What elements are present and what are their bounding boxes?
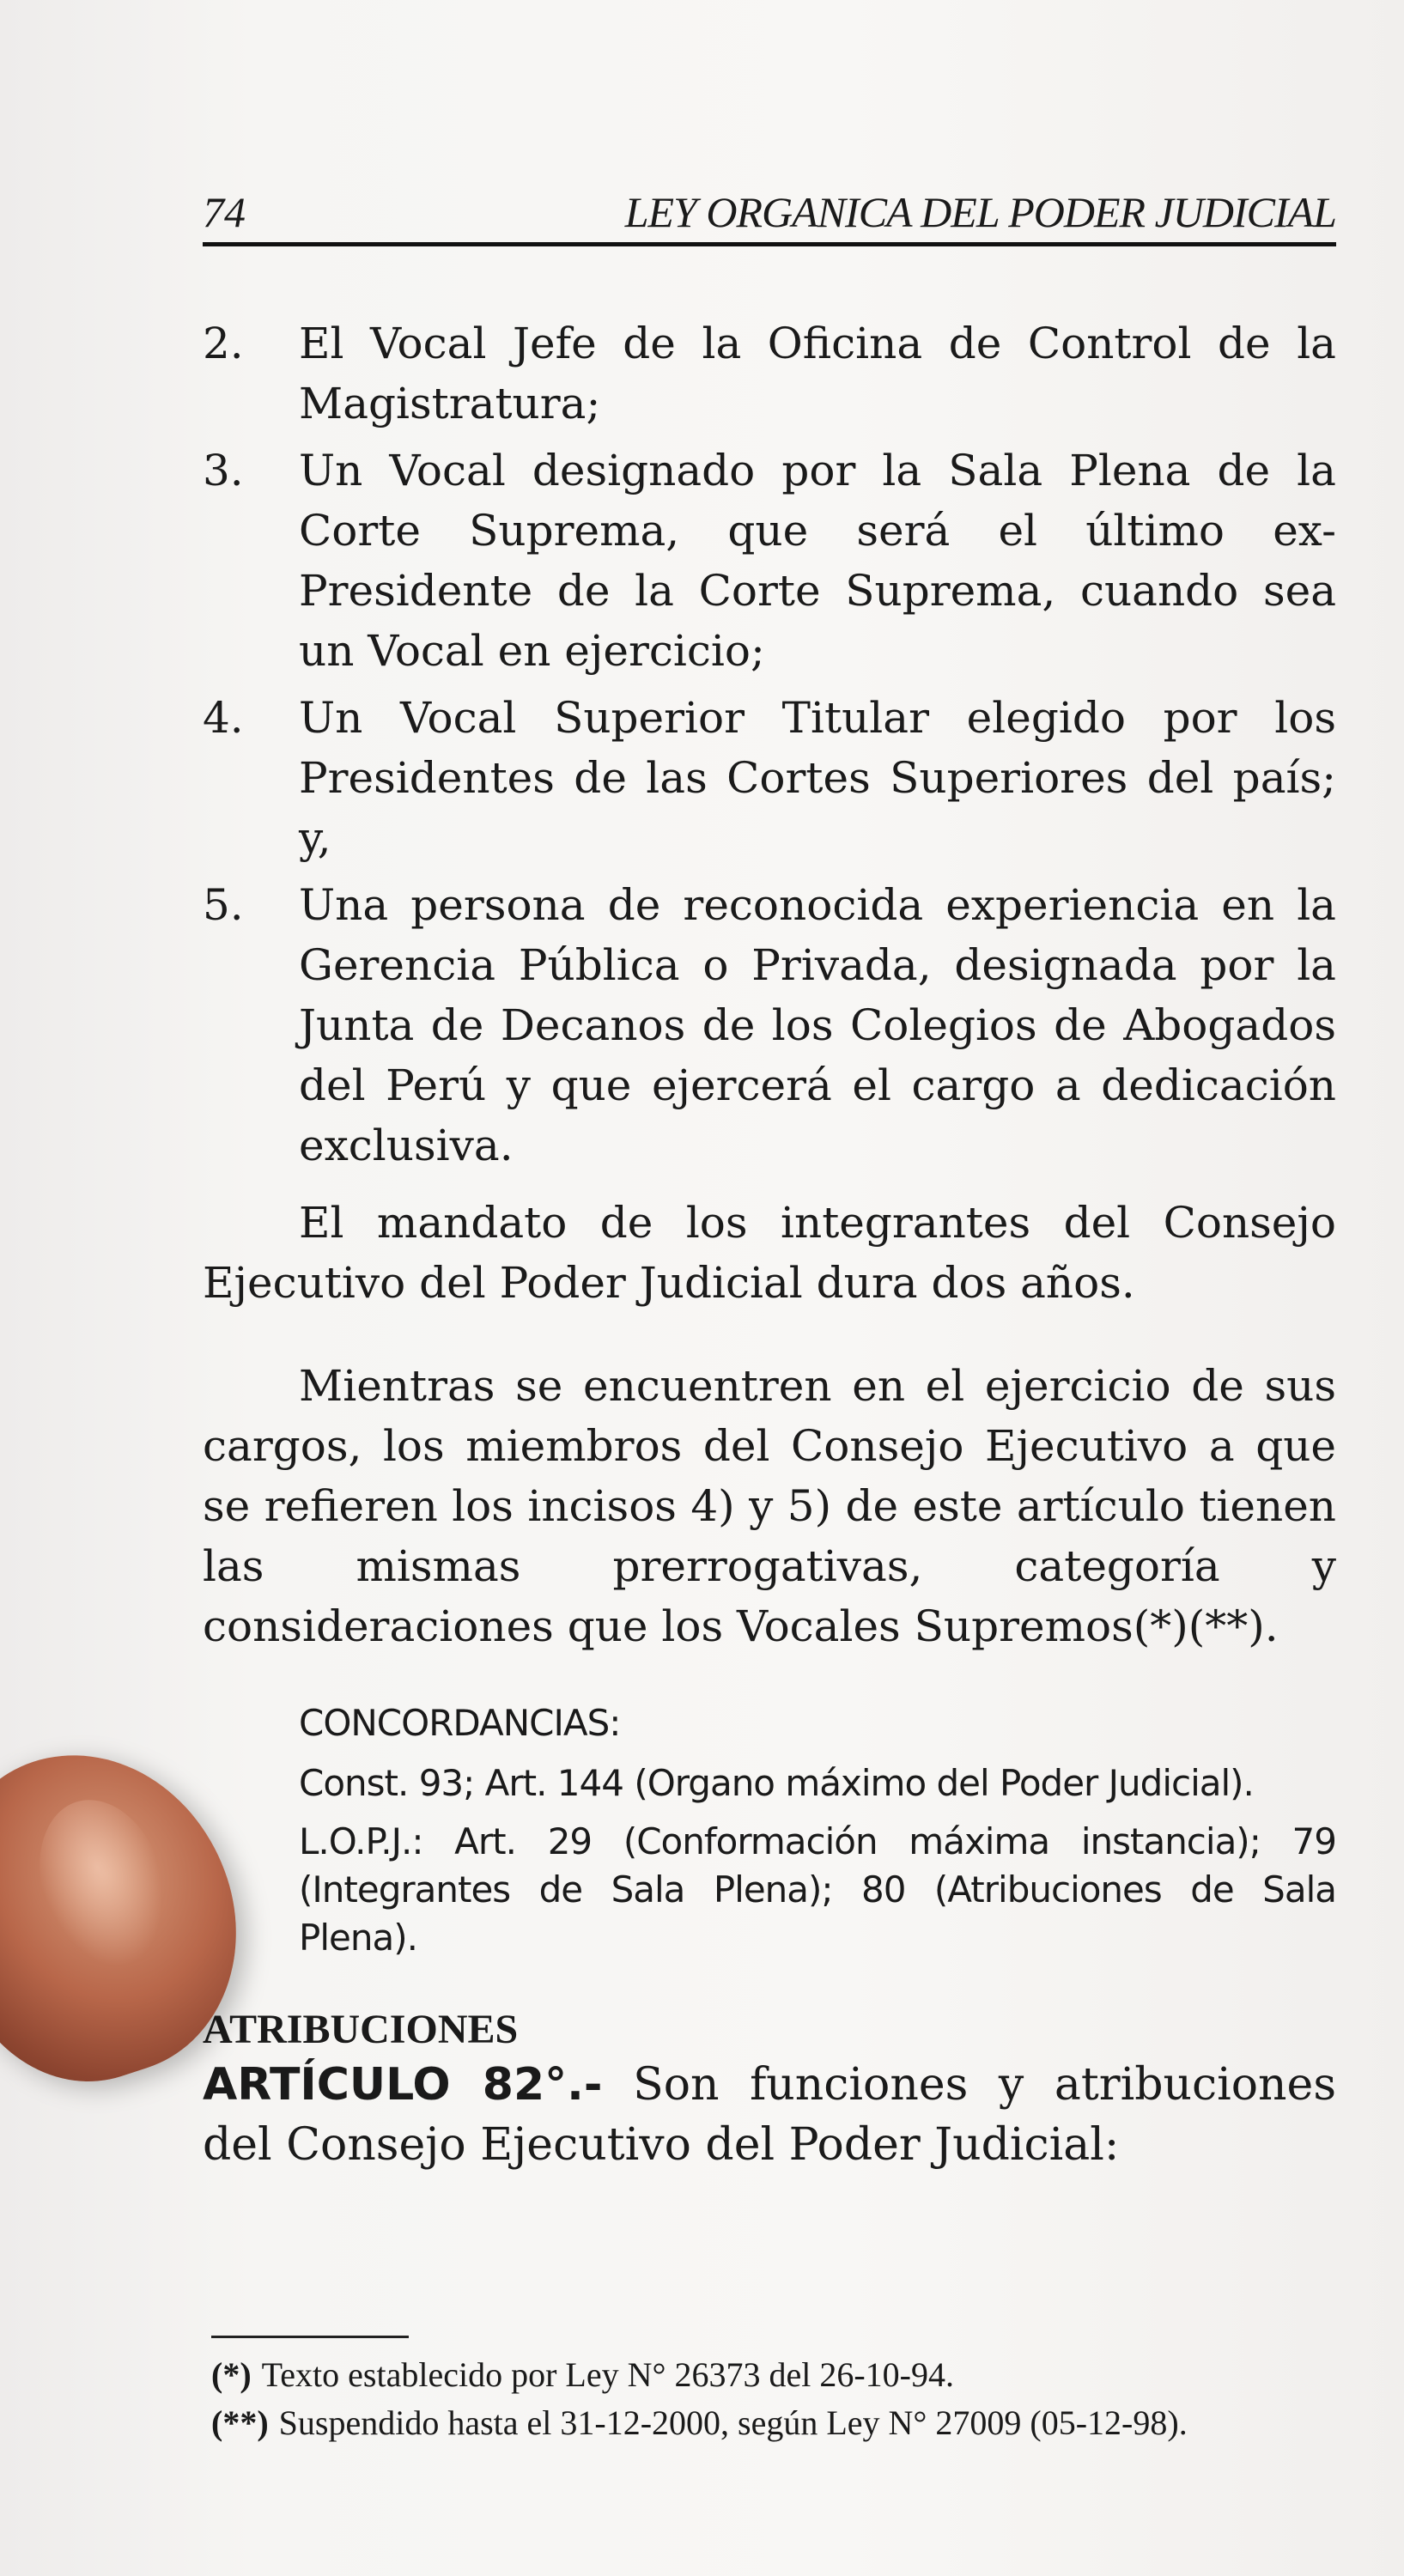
article-label: ARTÍCULO 82°.- — [203, 2059, 603, 2111]
main-text — [203, 313, 1336, 2175]
page-header — [203, 189, 1336, 246]
list-item — [203, 875, 1336, 1176]
list-item-text: Una persona de reconocida experiencia en la Gerencia Pública o Privada, designada por la Junta de Decanos de los Colegios de Abogados del Perú y que ejercerá el cargo a dedicación exclusiva. — [299, 880, 1336, 1170]
body-paragraph: El mandato de los integrantes del Consejo Ejecutivo del Poder Judicial dura dos años. — [203, 1198, 1336, 1308]
footnote-text: Texto establecido por Ley N° 26373 del 26-10-94. — [261, 2355, 954, 2394]
concordancias-title: CONCORDANCIAS: — [299, 1702, 621, 1744]
footnotes — [211, 2351, 1345, 2447]
body-paragraph: Mientras se encuentren en el ejercicio de sus cargos, los miembros del Consejo Ejecutivo a que se refieren los incisos 4) y 5) de este artículo tienen las mismas prerrogativas, categoría y consideraciones que los Vocales Supremos(*)(**). — [203, 1361, 1336, 1651]
article-text: Son funciones y atribuciones del Consejo Ejecutivo del Poder Judicial: — [203, 2059, 1336, 2171]
list-item-text: El Vocal Jefe de la Oficina de Control de la Magistratura; — [299, 319, 1336, 428]
footnote-divider — [211, 2336, 409, 2338]
list-item-number: 4. — [203, 693, 244, 743]
page-number: 74 — [203, 188, 246, 236]
section-heading: ATRIBUCIONES — [203, 2007, 519, 2052]
footnote-mark: (*) — [211, 2355, 252, 2394]
list-item-text: Un Vocal Superior Titular elegido por los Presidentes de las Cortes Superiores del país; y, — [299, 693, 1336, 863]
list-item-number: 2. — [203, 319, 244, 368]
footnote-mark: (**) — [211, 2403, 269, 2442]
list-item — [203, 440, 1336, 681]
article-paragraph — [203, 2055, 1336, 2175]
list-item-number: 5. — [203, 880, 244, 930]
list-item — [203, 688, 1336, 868]
running-title: LEY ORGANICA DEL PODER JUDICIAL — [624, 188, 1336, 236]
concordancia-entry: Const. 93; Art. 144 (Organo máximo del Poder Judicial). — [299, 1762, 1254, 1804]
footnote — [211, 2351, 1345, 2399]
footnote — [211, 2399, 1345, 2447]
list-item — [203, 313, 1336, 434]
footnote-text: Suspendido hasta el 31-12-2000, según Ley N° 27009 (05-12-98). — [278, 2403, 1188, 2442]
concordancia-entry: L.O.P.J.: Art. 29 (Conformación máxima instancia); 79 (Integrantes de Sala Plena); 80 (Atribuciones de Sala Plena). — [299, 1820, 1336, 1959]
list-item-number: 3. — [203, 446, 244, 495]
list-item-text: Un Vocal designado por la Sala Plena de la Corte Suprema, que será el último ex-Presidente de la Corte Suprema, cuando sea un Vocal en ejercicio; — [299, 446, 1336, 676]
concordancias-block — [299, 1699, 1336, 1962]
